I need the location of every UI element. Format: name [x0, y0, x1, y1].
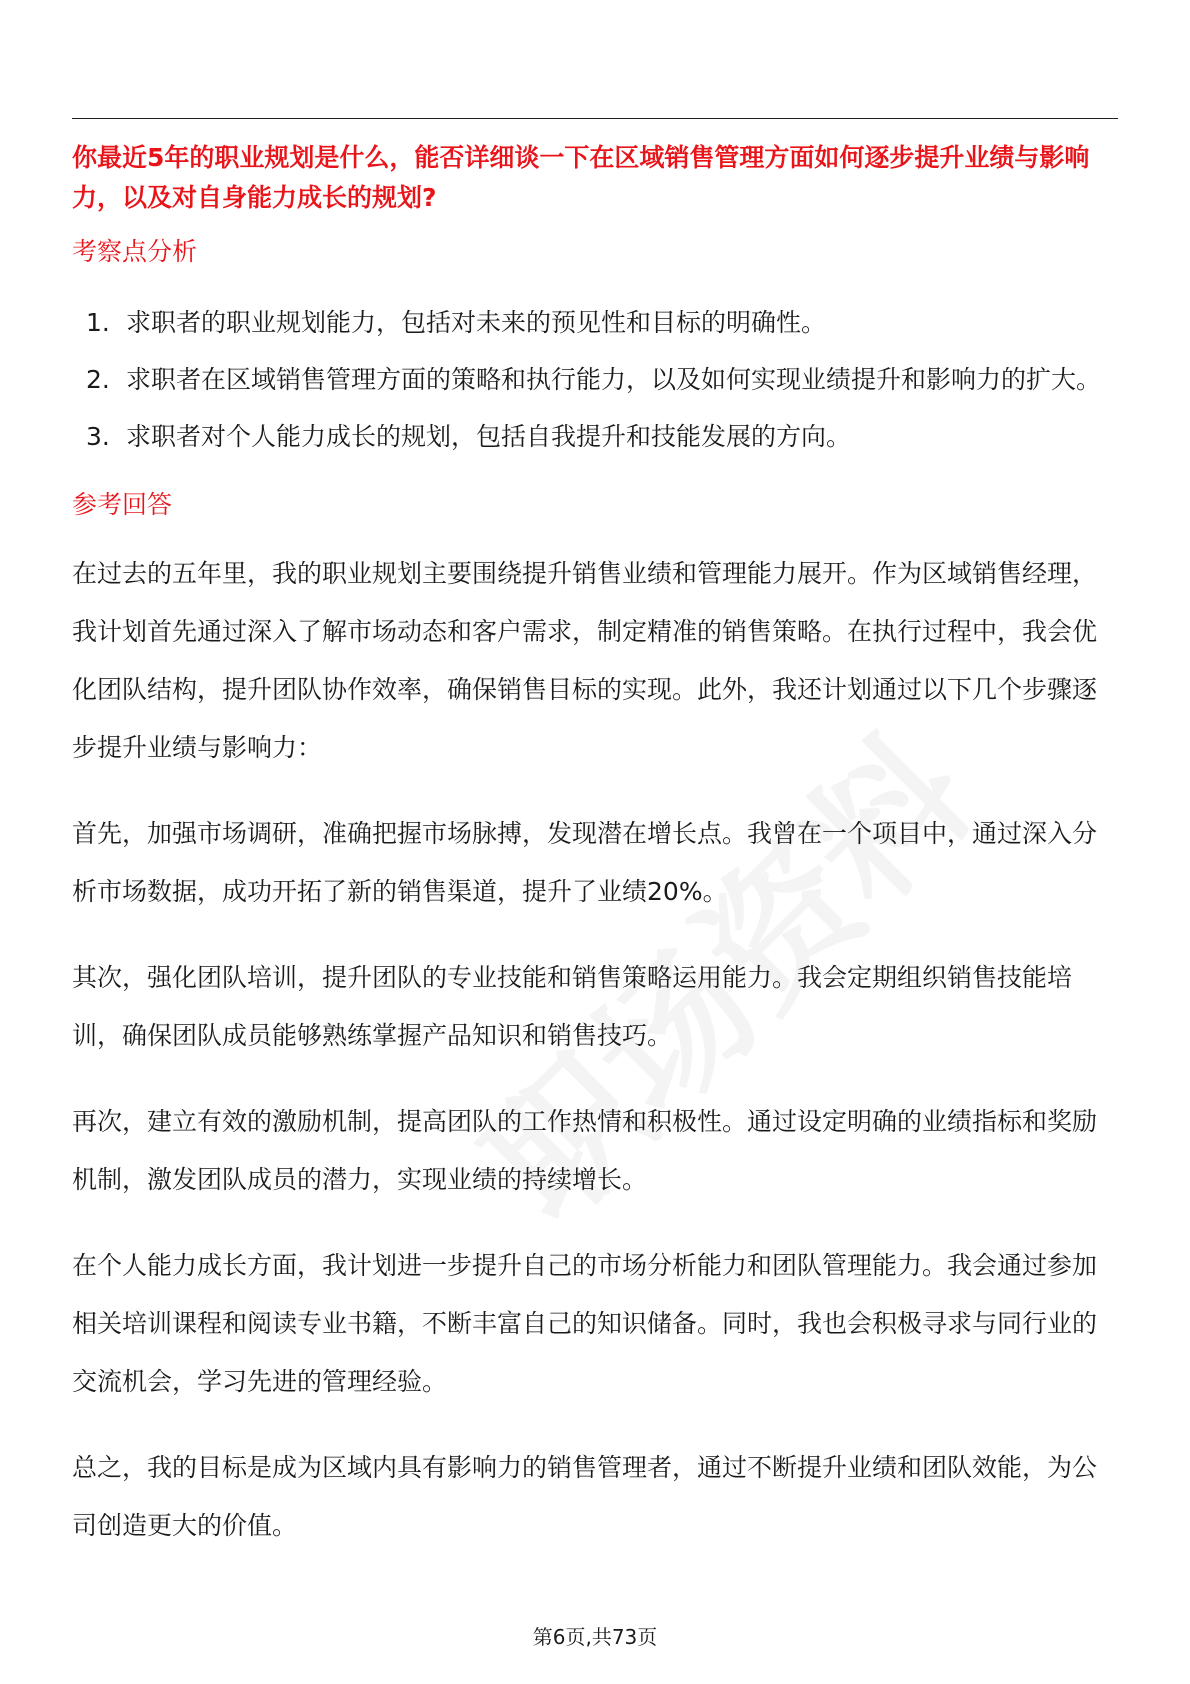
answer-paragraph: 首先，加强市场调研，准确把握市场脉搏，发现潜在增长点。我曾在一个项目中，通过深入分析市场数据，成功开拓了新的销售渠道，提升了业绩20%。: [72, 819, 1098, 906]
answer-paragraph: 总之，我的目标是成为区域内具有影响力的销售管理者，通过不断提升业绩和团队效能，为公司创造更大的价值。: [72, 1453, 1098, 1540]
analysis-points-list: [72, 294, 1118, 465]
top-divider: [72, 118, 1118, 119]
page-content: [72, 138, 1118, 1583]
answer-paragraph: 在个人能力成长方面，我计划进一步提升自己的市场分析能力和团队管理能力。我会通过参加相关培训课程和阅读专业书籍，不断丰富自己的知识储备。同时，我也会积极寻求与同行业的交流机会，学习先进的管理经验。: [72, 1251, 1098, 1396]
list-item: [72, 351, 1118, 408]
answer-paragraph: 其次，强化团队培训，提升团队的专业技能和销售策略运用能力。我会定期组织销售技能培训，确保团队成员能够熟练掌握产品知识和销售技巧。: [72, 963, 1073, 1050]
page-number-footer: 第6页,共73页: [532, 1625, 658, 1649]
list-item-number: 1.: [86, 308, 110, 337]
answer-paragraph: 在过去的五年里，我的职业规划主要围绕提升销售业绩和管理能力展开。作为区域销售经理，我计划首先通过深入了解市场动态和客户需求，制定精准的销售策略。在执行过程中，我会优化团队结构，提升团队协作效率，确保销售目标的实现。此外，我还计划通过以下几个步骤逐步提升业绩与影响力：: [72, 559, 1098, 762]
question-heading: 你最近5年的职业规划是什么，能否详细谈一下在区域销售管理方面如何逐步提升业绩与影响力，以及对自身能力成长的规划?: [72, 143, 1090, 212]
answer-section-title: 参考回答: [72, 490, 173, 519]
list-item-text: 求职者在区域销售管理方面的策略和执行能力，以及如何实现业绩提升和影响力的扩大。: [126, 365, 1102, 394]
list-item-text: 求职者对个人能力成长的规划，包括自我提升和技能发展的方向。: [126, 422, 852, 451]
list-item-number: 3.: [86, 422, 110, 451]
answer-body: [72, 545, 1118, 1555]
analysis-section-title: 考察点分析: [72, 237, 198, 266]
list-item: [72, 294, 1118, 351]
list-item: [72, 408, 1118, 465]
list-item-number: 2.: [86, 365, 110, 394]
answer-paragraph: 再次，建立有效的激励机制，提高团队的工作热情和积极性。通过设定明确的业绩指标和奖励机制，激发团队成员的潜力，实现业绩的持续增长。: [72, 1107, 1098, 1194]
list-item-text: 求职者的职业规划能力，包括对未来的预见性和目标的明确性。: [126, 308, 827, 337]
